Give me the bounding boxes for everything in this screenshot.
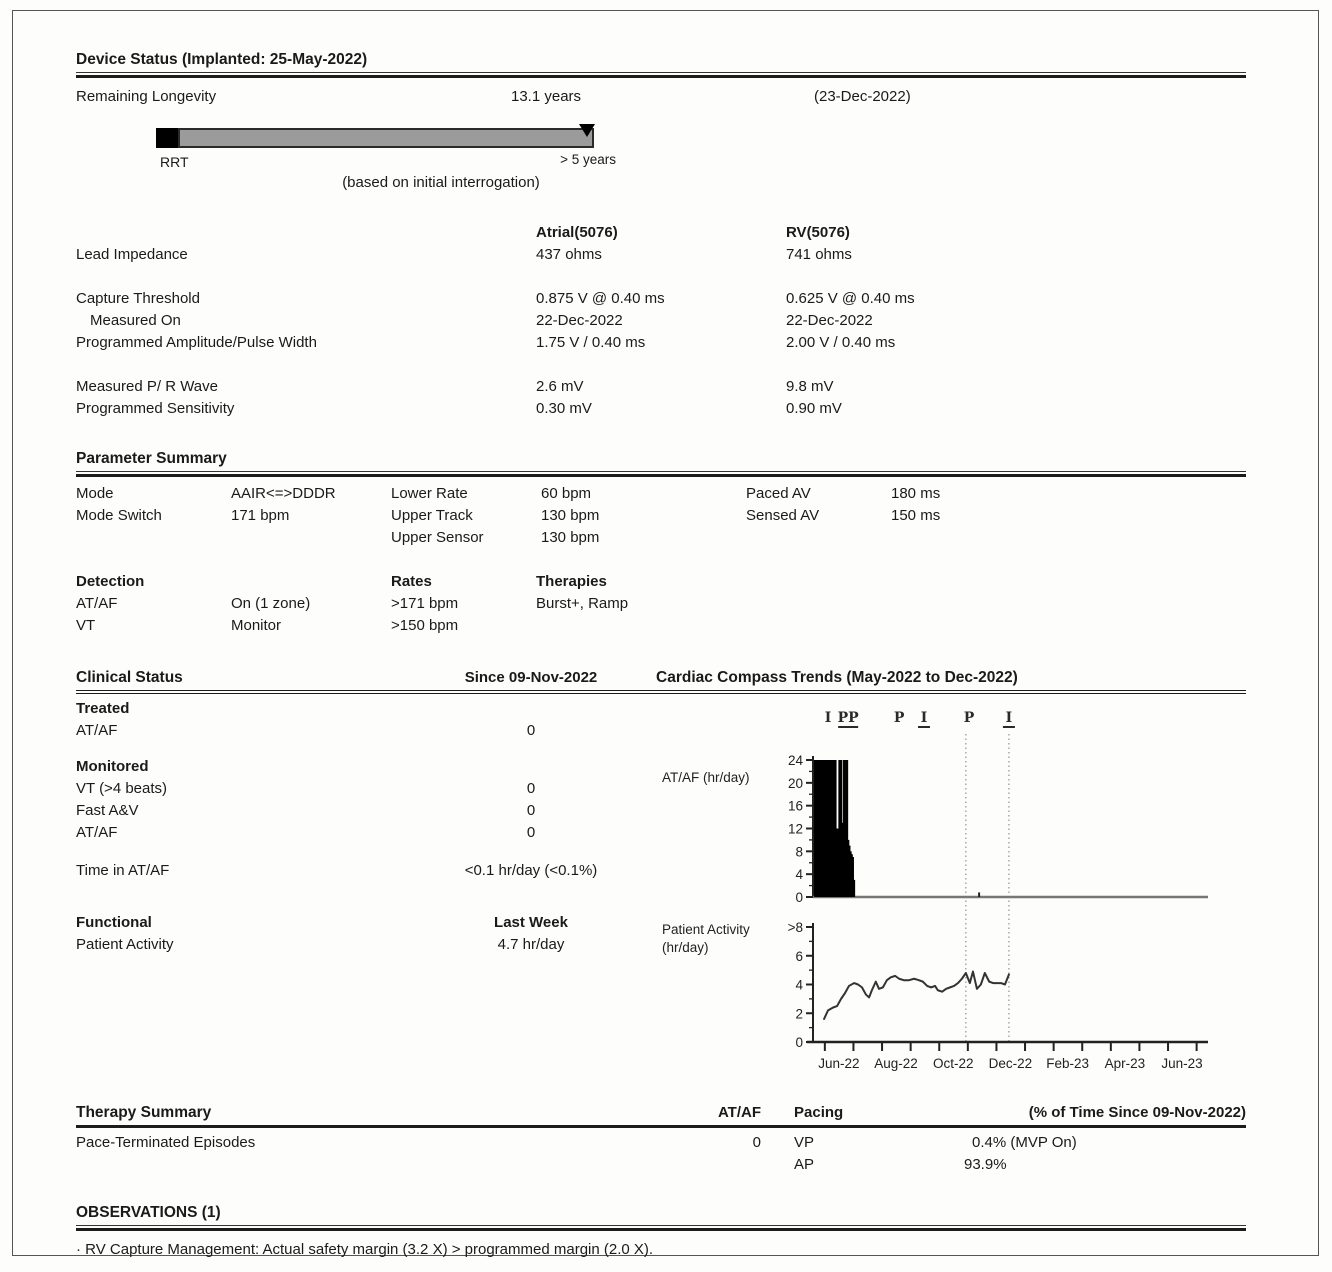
measured-on-rv: 22-Dec-2022: [786, 312, 873, 329]
svg-text:Patient Activity: Patient Activity: [662, 922, 750, 937]
lead-impedance-rv: 741 ohms: [786, 246, 852, 263]
detection-rate: >150 bpm: [391, 617, 459, 634]
svg-text:I: I: [920, 710, 928, 726]
svg-text:24: 24: [787, 753, 803, 768]
param-value: 171 bpm: [231, 507, 290, 524]
svg-text:Jun-23: Jun-23: [1161, 1056, 1203, 1071]
programmed-amplitude-rv: 2.00 V / 0.40 ms: [786, 334, 896, 351]
cardiac-compass-panel: [656, 694, 1222, 1090]
programmed-sensitivity-rv: 0.90 mV: [786, 400, 842, 417]
report-date: (23-Dec-2022): [814, 88, 911, 105]
longevity-end-label: > 5 years: [560, 152, 616, 167]
ataf-column-header: AT/AF: [717, 1104, 761, 1121]
svg-text:8: 8: [795, 844, 803, 860]
vp-value: 0.4% (MVP On): [972, 1134, 1077, 1151]
param-value: 150 ms: [891, 507, 941, 524]
param-value: 130 bpm: [541, 507, 600, 524]
therapy-summary-row: [76, 1132, 1246, 1154]
param-label: Mode Switch: [76, 507, 162, 524]
longevity-note: (based on initial interrogation): [342, 174, 540, 191]
svg-text:12: 12: [787, 821, 803, 837]
svg-text:(hr/day): (hr/day): [662, 940, 709, 955]
detection-therapy: Burst+, Ramp: [536, 595, 629, 612]
pacing-column-header: (% of Time Since 09-Nov-2022): [1028, 1104, 1246, 1121]
measured-on-atrial: 22-Dec-2022: [536, 312, 623, 329]
param-value: AAIR<=>DDDR: [231, 485, 336, 502]
longevity-bar-graphic: [76, 118, 1246, 204]
param-label: Lower Rate: [391, 485, 468, 502]
param-label: Sensed AV: [746, 507, 820, 524]
monitored-fastav-label: Fast A&V: [76, 802, 139, 819]
detection-therapy: [536, 615, 1246, 637]
param-value: 180 ms: [891, 485, 941, 502]
svg-text:6: 6: [795, 948, 803, 964]
therapies-header: Therapies: [536, 573, 607, 590]
remaining-longevity-label: Remaining Longevity: [76, 88, 217, 105]
svg-text:Dec-22: Dec-22: [988, 1056, 1033, 1071]
monitored-ataf-value: 0: [526, 824, 536, 841]
observations-title: OBSERVATIONS (1): [76, 1202, 1246, 1226]
remaining-longevity-row: [76, 86, 1246, 108]
pace-terminated-value: 0: [752, 1134, 761, 1151]
divider: [76, 474, 1246, 477]
pacing-title: Pacing: [794, 1104, 844, 1121]
rates-header: Rates: [391, 573, 432, 590]
lead-impedance-atrial: 437 ohms: [536, 246, 602, 263]
atrial-column-header: Atrial(5076): [536, 224, 618, 241]
last-week-header: Last Week: [494, 914, 568, 931]
svg-text:I: I: [1005, 710, 1013, 726]
param-value: 130 bpm: [541, 529, 600, 546]
monitored-ataf-label: AT/AF: [76, 824, 118, 841]
monitored-vt-value: 0: [526, 780, 536, 797]
svg-text:0: 0: [795, 890, 803, 905]
svg-text:Oct-22: Oct-22: [932, 1056, 974, 1071]
measured-wave-atrial: 2.6 mV: [536, 378, 584, 395]
svg-text:4: 4: [795, 977, 803, 993]
rrt-marker: [156, 128, 178, 148]
ap-label: AP: [794, 1156, 815, 1173]
ap-value: 93.9%: [964, 1156, 1007, 1173]
svg-text:Jun-22: Jun-22: [818, 1056, 860, 1071]
programmed-amplitude-label: Programmed Amplitude/Pulse Width: [76, 334, 317, 351]
param-label: [746, 527, 891, 549]
svg-text:16: 16: [787, 798, 803, 814]
detection-rate: >171 bpm: [391, 595, 459, 612]
clinical-status-counts: [76, 694, 656, 1090]
functional-header: Functional: [76, 914, 152, 931]
lead-impedance-label: Lead Impedance: [76, 246, 188, 263]
detection-label: AT/AF: [76, 595, 118, 612]
therapy-summary-row: [76, 1154, 1246, 1176]
vp-label: VP: [794, 1134, 815, 1151]
cardiac-compass-title: Cardiac Compass Trends (May-2022 to Dec-2022): [656, 669, 1018, 686]
svg-text:20: 20: [787, 775, 803, 791]
svg-text:AT/AF (hr/day): AT/AF (hr/day): [662, 770, 750, 785]
param-label: Paced AV: [746, 485, 811, 502]
time-in-ataf-label: Time in AT/AF: [76, 862, 170, 879]
capture-threshold-label: Capture Threshold: [76, 290, 200, 307]
detection-value: Monitor: [231, 617, 282, 634]
monitored-vt-label: VT (>4 beats): [76, 780, 168, 797]
device-status-title: Device Status (Implanted: 25-May-2022): [76, 49, 1246, 73]
param-label: [76, 527, 231, 549]
patient-activity-label: Patient Activity: [76, 936, 174, 953]
cardiac-compass-chart: [656, 694, 1222, 1086]
lead-measurements-table: [76, 222, 1246, 420]
therapy-summary-title: Therapy Summary: [76, 1104, 212, 1121]
remaining-longevity-value: 13.1 years: [511, 88, 582, 105]
report-content: [76, 49, 1246, 1261]
programmed-amplitude-atrial: 1.75 V / 0.40 ms: [536, 334, 646, 351]
current-longevity-pointer-icon: [579, 124, 595, 137]
time-in-ataf-value: <0.1 hr/day (<0.1%): [464, 862, 598, 879]
param-value: [891, 527, 1246, 549]
clinical-status-body: [76, 694, 1246, 1090]
parameter-summary-title: Parameter Summary: [76, 448, 1246, 472]
param-label: Upper Sensor: [391, 529, 484, 546]
svg-text:PP: PP: [837, 710, 859, 726]
detection-label: VT: [76, 617, 96, 634]
clinical-status-title: Clinical Status: [76, 669, 183, 686]
pace-terminated-label: Pace-Terminated Episodes: [76, 1134, 256, 1151]
therapy-summary-header: [76, 1102, 1246, 1128]
param-value: 60 bpm: [541, 485, 592, 502]
divider: [76, 1228, 1246, 1231]
longevity-bar: [178, 128, 594, 148]
monitored-fastav-value: 0: [526, 802, 536, 819]
measured-wave-rv: 9.8 mV: [786, 378, 834, 395]
clinical-status-header: [76, 667, 1246, 694]
detection-table: [76, 571, 1246, 637]
treated-header: Treated: [76, 700, 130, 717]
parameter-summary-table: [76, 483, 1246, 549]
svg-text:P: P: [893, 710, 905, 726]
capture-threshold-atrial: 0.875 V @ 0.40 ms: [536, 290, 665, 307]
svg-text:4: 4: [795, 867, 803, 883]
svg-text:I: I: [824, 710, 832, 726]
svg-text:0: 0: [795, 1035, 803, 1050]
measured-wave-label: Measured P/ R Wave: [76, 378, 218, 395]
measured-on-label: Measured On: [90, 312, 181, 329]
svg-text:>8: >8: [787, 920, 803, 935]
since-date: Since 09-Nov-2022: [464, 669, 598, 686]
divider: [76, 75, 1246, 78]
programmed-sensitivity-label: Programmed Sensitivity: [76, 400, 235, 417]
monitored-header: Monitored: [76, 758, 149, 775]
param-label: Upper Track: [391, 507, 473, 524]
detection-value: On (1 zone): [231, 595, 311, 612]
svg-text:P: P: [963, 710, 975, 726]
svg-text:Feb-23: Feb-23: [1046, 1056, 1090, 1071]
page-border: [12, 10, 1319, 1256]
rrt-label: RRT: [160, 154, 189, 170]
param-label: Mode: [76, 485, 114, 502]
treated-ataf-label: AT/AF: [76, 722, 118, 739]
observation-item: · RV Capture Management: Actual safety margin (3.2 X) > programmed margin (2.0 X).: [76, 1241, 654, 1258]
detection-header: Detection: [76, 573, 145, 590]
rv-column-header: RV(5076): [786, 224, 850, 241]
param-value: [231, 527, 391, 549]
programmed-sensitivity-atrial: 0.30 mV: [536, 400, 592, 417]
treated-ataf-value: 0: [526, 722, 536, 739]
capture-threshold-rv: 0.625 V @ 0.40 ms: [786, 290, 915, 307]
patient-activity-value: 4.7 hr/day: [497, 936, 565, 953]
svg-text:2: 2: [795, 1006, 803, 1022]
svg-text:Apr-23: Apr-23: [1104, 1056, 1146, 1071]
svg-text:Aug-22: Aug-22: [874, 1056, 918, 1071]
